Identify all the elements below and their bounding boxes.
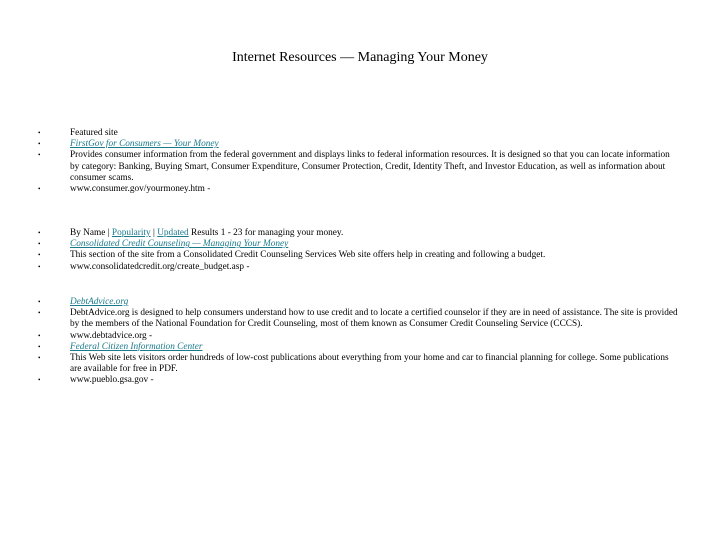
list-item [38, 331, 678, 342]
list-item [38, 139, 678, 150]
page-title: Internet Resources — Managing Your Money [232, 50, 488, 65]
consolidated-credit-description: This section of the site from a Consolidated Credit Counseling Services Web site offers help in creating and following a budget. [70, 250, 546, 261]
list-item [38, 150, 678, 184]
list-item [38, 308, 678, 330]
consolidated-credit-url: www.consolidatedcredit.org/create_budget.asp - [70, 261, 250, 272]
bullet-icon: • [38, 129, 41, 137]
bullet-icon: • [38, 251, 41, 260]
list-item [38, 262, 678, 273]
bullet-icon: • [38, 309, 41, 318]
sort-by-name: By Name [70, 228, 106, 238]
resource-list-results [38, 228, 678, 273]
list-item [38, 239, 678, 250]
list-item [38, 342, 678, 353]
bullet-icon: • [38, 342, 41, 351]
bullet-icon: • [38, 331, 41, 340]
debtadvice-link[interactable]: DebtAdvice.org [70, 297, 129, 307]
firstgov-link[interactable]: FirstGov for Consumers — Your Money [70, 139, 219, 150]
bullet-icon: • [38, 185, 41, 194]
separator: | [152, 228, 155, 238]
list-item [38, 228, 678, 239]
list-item [38, 375, 678, 386]
fcic-url: www.pueblo.gsa.gov - [70, 375, 154, 386]
bullet-icon: • [38, 298, 41, 306]
list-item [38, 184, 678, 195]
bullet-icon: • [38, 262, 41, 271]
consolidated-credit-link[interactable]: Consolidated Credit Counseling — Managing Your Money [70, 239, 289, 250]
list-item [38, 128, 678, 139]
firstgov-description: Provides consumer information from the federal government and displays links to federal information resources. It is designed so that you can locate information by category: Banking, Buying Smart, Consumer Expenditure, Consumer Protection, Credit, Identity Theft, and Investor Education, as well as information about consumer scams. [70, 150, 670, 183]
debtadvice-description: DebtAdvice.org is designed to help consumers understand how to use credit and to locate a certified counselor if they are in need of assistance. The site is provided by the members of the National Foundation for Credit Counseling, most of them known as Consumer Credit Counseling Service (CCCS). [70, 308, 678, 330]
results-count: Results 1 - 23 for managing your money. [191, 228, 344, 238]
fcic-link[interactable]: Federal Citizen Information Center [70, 341, 203, 352]
list-item [38, 353, 678, 375]
bullet-icon: • [38, 376, 41, 385]
bullet-icon: • [38, 240, 41, 249]
bullet-icon: • [38, 151, 41, 160]
sort-updated-link[interactable]: Updated [157, 228, 189, 238]
separator: | [107, 228, 110, 238]
list-item [38, 297, 678, 308]
bullet-icon: • [38, 140, 41, 149]
sort-popularity-link[interactable]: Popularity [111, 228, 151, 238]
list-item [38, 250, 678, 261]
featured-site-label: Featured site [70, 128, 118, 138]
resource-list-featured [38, 128, 678, 195]
bullet-icon: • [38, 354, 41, 363]
fcic-description: This Web site lets visitors order hundreds of low-cost publications about everything from your home and car to financial planning for college. Some publications are available for free in PDF. [70, 353, 669, 375]
resource-list-more [38, 297, 678, 387]
firstgov-url: www.consumer.gov/yourmoney.htm - [70, 184, 211, 195]
debtadvice-url: www.debtadvice.org - [70, 330, 153, 341]
bullet-icon: • [38, 229, 41, 237]
